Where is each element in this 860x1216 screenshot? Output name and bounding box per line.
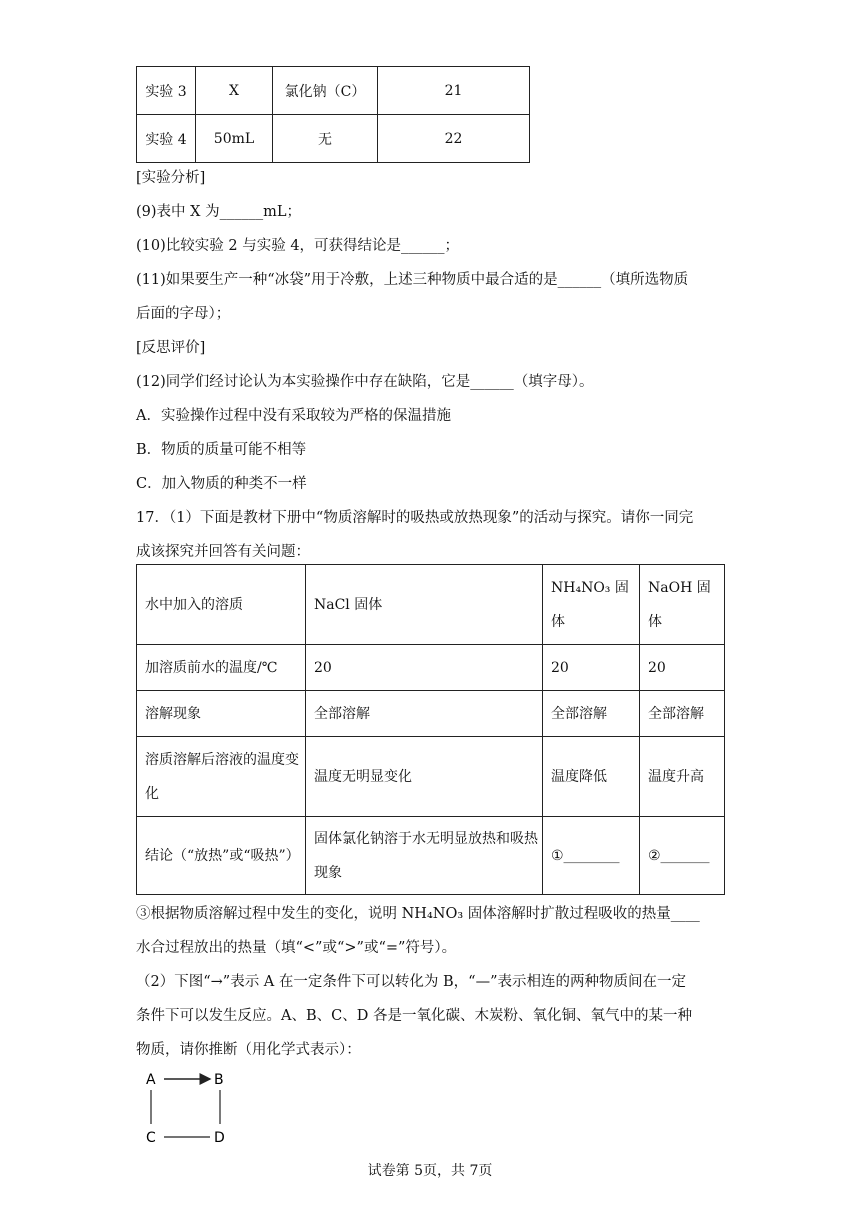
- part-2-line-3: 物质，请你推断（用化学式表示）：: [136, 1042, 361, 1058]
- table-cell: X: [196, 67, 273, 115]
- analysis-heading: [实验分析]: [136, 170, 206, 186]
- table-cell: 20: [640, 645, 725, 691]
- question-3-line-1: ③根据物质溶解过程中发生的变化，说明 NH₄NO₃ 固体溶解时扩散过程吸收的热量____: [136, 906, 700, 922]
- node-a: A: [146, 1072, 156, 1088]
- reflect-heading: [反思评价]: [136, 340, 206, 356]
- table-cell: 加溶质前水的温度/℃: [137, 645, 306, 691]
- table-cell: 22: [378, 115, 530, 163]
- question-17-line-1: 17．（1）下面是教材下册中“物质溶解时的吸热或放热现象”的活动与探究。请你一同完: [136, 510, 694, 526]
- table-cell: 50mL: [196, 115, 273, 163]
- table-header-cell: NH₄NO₃ 固体: [543, 565, 640, 645]
- question-11-line-2: 后面的字母）；: [136, 306, 231, 322]
- table-cell: 全部溶解: [640, 691, 725, 737]
- option-b: B．物质的质量可能不相等: [136, 442, 307, 458]
- table-cell: 温度升高: [640, 737, 725, 817]
- table-cell: 溶解现象: [137, 691, 306, 737]
- experiment-table: [136, 66, 530, 163]
- table-cell: 温度无明显变化: [306, 737, 543, 817]
- table-cell: ①________: [543, 817, 640, 895]
- table-cell: 氯化钠（C）: [273, 67, 378, 115]
- table-cell: 无: [273, 115, 378, 163]
- table-cell: 溶质溶解后溶液的温度变化: [137, 737, 306, 817]
- table-cell: 全部溶解: [543, 691, 640, 737]
- option-c: C．加入物质的种类不一样: [136, 476, 307, 492]
- table-row: [137, 645, 725, 691]
- table-cell: 温度降低: [543, 737, 640, 817]
- table-cell: 实验 4: [137, 115, 196, 163]
- reaction-diagram-svg: [140, 1068, 250, 1148]
- question-3-line-2: 水合过程放出的热量（填“<”或“>”或“=”符号）。: [136, 940, 457, 956]
- table-row: [137, 565, 725, 645]
- table-cell: ②_______: [640, 817, 725, 895]
- table-header-cell: NaOH 固体: [640, 565, 725, 645]
- table-row: [137, 67, 530, 115]
- part-2-line-2: 条件下可以发生反应。A、B、C、D 各是一氧化碳、木炭粉、氧化铜、氧气中的某一种: [136, 1008, 692, 1024]
- question-17-line-2: 成该探究并回答有关问题：: [136, 544, 310, 560]
- table-row: [137, 817, 725, 895]
- part-2-line-1: （2）下图“→”表示 A 在一定条件下可以转化为 B，“—”表示相连的两种物质间在一定: [136, 974, 686, 990]
- question-12: (12)同学们经讨论认为本实验操作中存在缺陷，它是______（填字母）。: [136, 374, 594, 390]
- option-a: A．实验操作过程中没有采取较为严格的保温措施: [136, 408, 451, 424]
- question-9: (9)表中 X 为______mL；: [136, 204, 301, 220]
- table-header-cell: 水中加入的溶质: [137, 565, 306, 645]
- reaction-diagram: [140, 1068, 250, 1148]
- table-cell: 固体氯化钠溶于水无明显放热和吸热现象: [306, 817, 543, 895]
- table-cell: 全部溶解: [306, 691, 543, 737]
- table-row: [137, 115, 530, 163]
- page-footer: 试卷第 5页，共 7页: [367, 1163, 493, 1179]
- node-c: C: [146, 1130, 156, 1146]
- table-header-cell: NaCl 固体: [306, 565, 543, 645]
- question-11-line-1: (11)如果要生产一种“冰袋”用于冷敷，上述三种物质中最合适的是______（填所选物质: [136, 272, 689, 288]
- table-cell: 21: [378, 67, 530, 115]
- table-cell: 结论（“放热”或“吸热”）: [137, 817, 306, 895]
- table-cell: 实验 3: [137, 67, 196, 115]
- table-row: [137, 691, 725, 737]
- node-b: B: [214, 1072, 224, 1088]
- solute-table: [136, 564, 725, 895]
- table-row: [137, 737, 725, 817]
- table-cell: 20: [306, 645, 543, 691]
- question-10: (10)比较实验 2 与实验 4，可获得结论是______；: [136, 238, 460, 254]
- node-d: D: [214, 1130, 225, 1146]
- table-cell: 20: [543, 645, 640, 691]
